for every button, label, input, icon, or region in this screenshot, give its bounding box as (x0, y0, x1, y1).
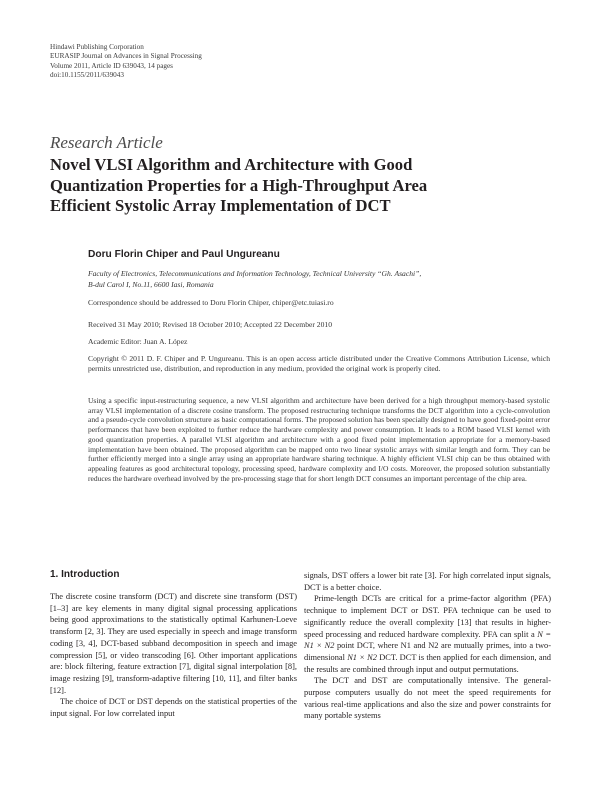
doi-line: doi:10.1155/2011/639043 (50, 71, 124, 80)
math-expression: N1 × N2 (347, 652, 377, 662)
paragraph-text: DCT. DCT is then applied for each dimension, and the results are combined through input and output permutations. (304, 652, 551, 674)
academic-editor: Academic Editor: Juan A. López (88, 337, 188, 346)
affiliation (88, 268, 421, 290)
copyright-notice: Copyright © 2011 D. F. Chiper and P. Ungureanu. This is an open access article distributed under the Creative Commons Attribution License, which permits unrestricted use, distribution, and reproduction in any medium, provided the original work is properly cited. (88, 354, 550, 373)
correspondence: Correspondence should be addressed to Doru Florin Chiper, chiper@etc.tuiasi.ro (88, 298, 334, 307)
intro-paragraph (304, 593, 551, 675)
intro-paragraph: The discrete cosine transform (DCT) and discrete sine transform (DST) [1–3] are key elements in many digital signal processing applications being good approximations to the statistically optimal Karhunen-Loeve transform [2, 3]. They are used especially in speech and image transform coding [3, 4], DCT-based subband decomposition in speech and image compression [5], or video transcoding [6]. Other important applications are: block filtering, feature extraction [7], digital signal interpolation [8], image resizing [9], transform-adaptive filtering [10, 11], and filter banks [12]. (50, 592, 297, 695)
intro-paragraph: The choice of DCT or DST depends on the statistical properties of the input signal. For low correlated input (50, 697, 297, 719)
title-line: Efficient Systolic Array Implementation of DCT (50, 196, 391, 215)
authors: Doru Florin Chiper and Paul Ungureanu (88, 249, 280, 260)
affiliation-line: Faculty of Electronics, Telecommunications and Information Technology, Technical University “Gh. Asachi”, (88, 269, 422, 278)
section-heading: 1. Introduction (50, 569, 120, 580)
received-dates: Received 31 May 2010; Revised 18 October 2010; Accepted 22 December 2010 (88, 320, 332, 329)
left-column (50, 568, 297, 720)
title-line: Novel VLSI Algorithm and Architecture with Good (50, 155, 413, 174)
journal-line: EURASIP Journal on Advances in Signal Processing (50, 52, 202, 61)
paragraph-text: Prime-length DCTs are critical for a prime-factor algorithm (PFA) technique to implement DCT or DST. PFA technique can be used to significantly reduce the overall complexity [13] that results in higher-speed processing and reduced hardware complexity. PFA can split a (304, 594, 551, 639)
title-line: Quantization Properties for a High-Throughput Area (50, 175, 428, 195)
volume-line: Volume 2011, Article ID 639043, 14 pages (50, 61, 173, 70)
affiliation-line: B-dul Carol I, No.11, 6600 Iasi, Romania (88, 280, 214, 289)
publisher-line: Hindawi Publishing Corporation (50, 43, 144, 51)
math-expression: N = N1 × N2 (304, 629, 551, 651)
article-type: Research Article (50, 133, 163, 152)
intro-paragraph-continued: signals, DST offers a lower bit rate [3]. For high correlated input signals, DCT is a better choice. (304, 571, 551, 592)
paper-title (50, 155, 520, 217)
intro-paragraph: The DCT and DST are computationally intensive. The general-purpose computers usually do not meet the speed requirements for various real-time applications and also the size and power constraints for many portable systems (304, 676, 551, 721)
paragraph-text: point DCT, where N1 and N2 are mutually primes, into a two-dimensional (304, 641, 551, 662)
abstract: Using a specific input-restructuring sequence, a new VLSI algorithm and architecture have been derived for a high throughput memory-based systolic array VLSI implementation of a discrete cosine transform. The proposed restructuring technique transforms the DCT algorithm into a cycle-convolution and a pseudo-cycle convolution structure as basic computational forms. The proposed solution has been specially designed to have good fixed-point error performances that have been exploited to further reduce the hardware complexity and power consumption. It leads to a ROM based VLSI kernel with good quantization properties. A parallel VLSI algorithm and architecture with a good fixed point implementation appropriate for a memory-based implementation have been obtained. The proposed algorithm can be mapped onto two linear systolic arrays with similar length and form. They can be further efficiently merged into a single array using an appropriate hardware sharing technique. A highly efficient VLSI chip can be thus obtained with appealing features as good architectural topology, processing speed, hardware complexity and I/O costs. Moreover, the proposed solution substantially reduces the hardware overhead involved by the pre-processing stage that for short length DCT consumes an important percentage of the chip area. (88, 396, 550, 483)
journal-header (50, 43, 202, 81)
right-column (304, 570, 551, 722)
